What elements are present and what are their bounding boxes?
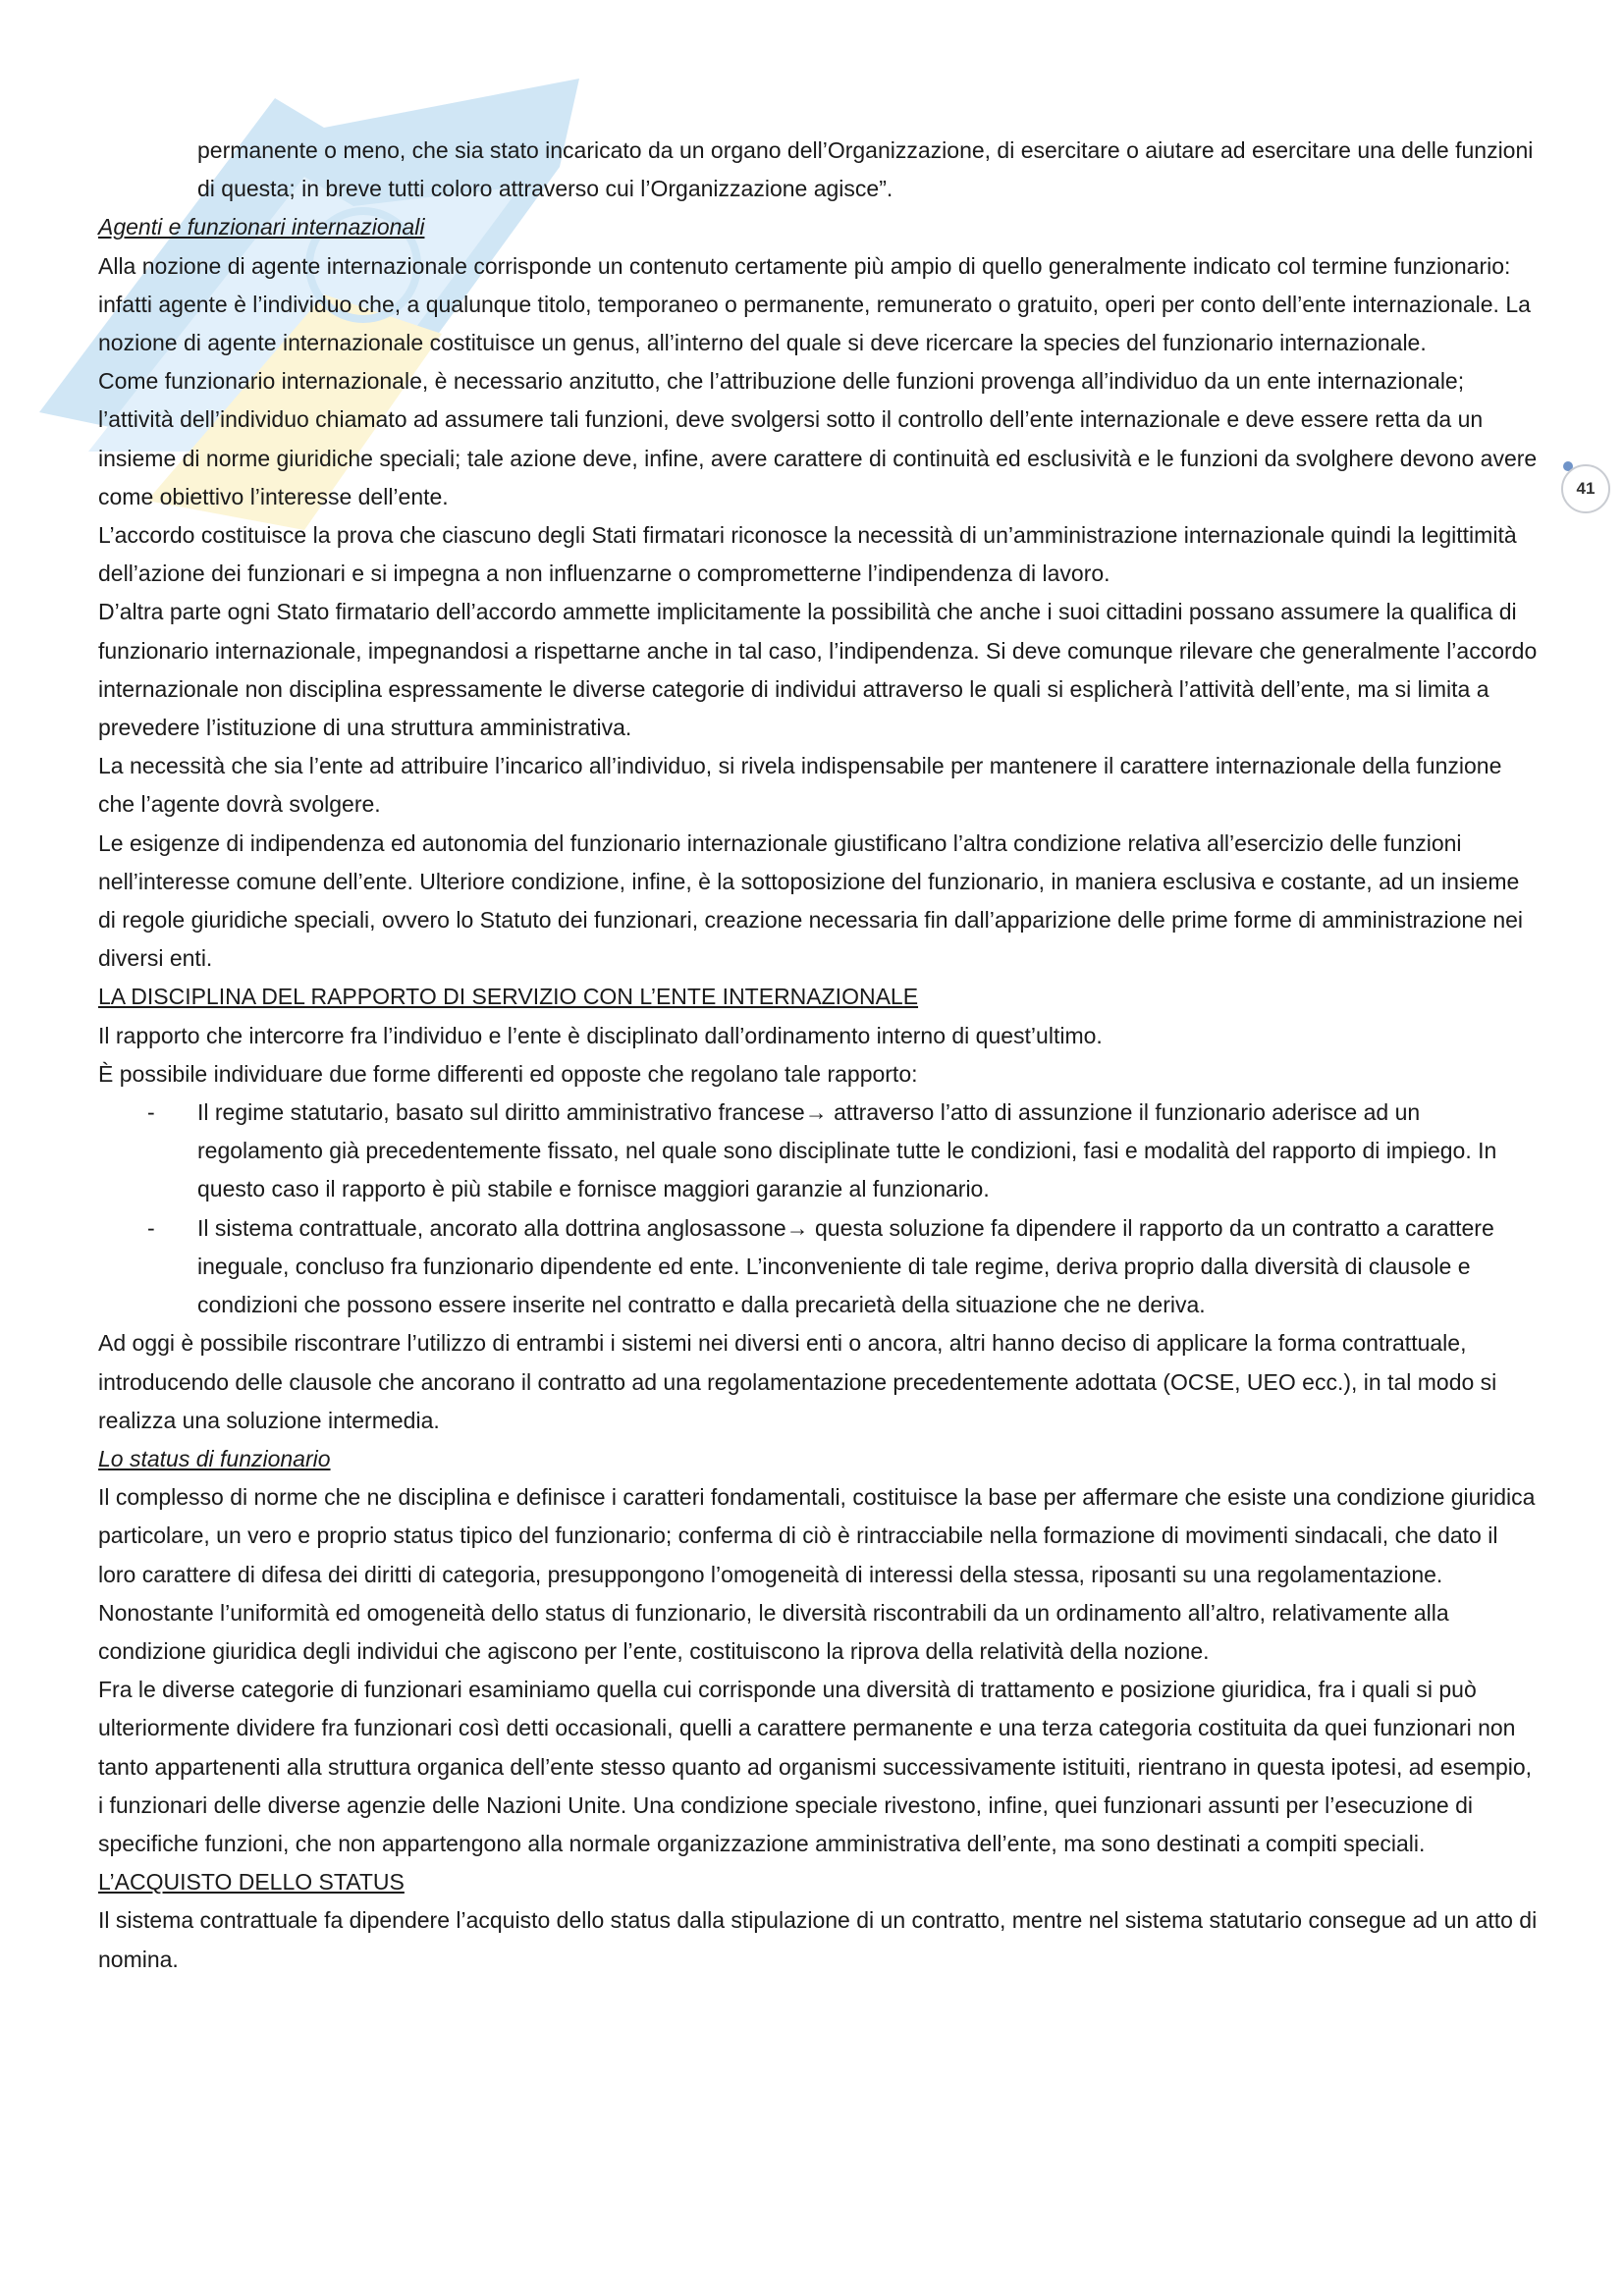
paragraph: L’accordo costituisce la prova che ciascuno degli Stati firmatari riconosce la necessità di un’amministrazione internazionale quindi la legittimità dell’azione dei funzionari e si impegna a non influenzarne o comprometterne l’indipendenza di lavoro. bbox=[98, 522, 1517, 587]
list-item-text: Il sistema contrattuale, ancorato alla dottrina anglosassone→ questa soluzione fa dipendere il rapporto da un contratto a carattere ineguale, concluso fra funzionario dipendente ed ente. L’inconveniente di tale regime, deriva proprio dalla diversità di clausole e condizioni che possono essere inserite nel contratto e dalla precarietà della situazione che ne deriva. bbox=[197, 1214, 1494, 1318]
section-heading: L’ACQUISTO DELLO STATUS bbox=[98, 1869, 405, 1896]
paragraph: È possibile individuare due forme differenti ed opposte che regolano tale rapporto: bbox=[98, 1060, 918, 1087]
document-body bbox=[98, 132, 1542, 1979]
paragraph: Come funzionario internazionale, è necessario anzitutto, che l’attribuzione delle funzioni provenga all’individuo da un ente internazionale; l’attività dell’individuo chiamato ad assumere tali funzioni, deve svolgersi sotto il controllo dell’ente internazionale e deve essere retta da un insieme di norme giuridiche speciali; tale azione deve, infine, avere carattere di continuità ed esclusività e le funzioni da svolghere devono avere come obiettivo l’interesse dell’ente. bbox=[98, 368, 1538, 509]
paragraph: Il complesso di norme che ne disciplina e definisce i caratteri fondamentali, costituisce la base per affermare che esiste una condizione giuridica particolare, un vero e proprio status tipico del funzionario; conferma di ciò è rintracciabile nella formazione di movimenti sindacali, che dato il loro carattere di difesa dei diritti di categoria, presuppongono l’omogeneità di interessi della stessa, riposanti su una regolamentazione. bbox=[98, 1484, 1536, 1587]
paragraph: Ad oggi è possibile riscontrare l’utilizzo di entrambi i sistemi nei diversi enti o ancora, altri hanno deciso di applicare la forma contrattuale, introducendo delle clausole che ancorano il contratto ad una regolamentazione precedentemente adottata (OCSE, UEO ecc.), in tal modo si realizza una soluzione intermedia. bbox=[98, 1330, 1497, 1433]
paragraph: Il rapporto che intercorre fra l’individuo e l’ente è disciplinato dall’ordinamento interno di quest’ultimo. bbox=[98, 1022, 1103, 1048]
paragraph: Fra le diverse categorie di funzionari esaminiamo quella cui corrisponde una diversità di trattamento e posizione giuridica, fra i quali si può ulteriormente dividere fra funzionari così detti occasionali, quelli a carattere permanente e una terza categoria costituita da quei funzionari non tanto appartenenti alla struttura organica dell’ente stesso quanto ad organismi successivamente istituiti, rientrano in questa ipotesi, ad esempio, i funzionari delle diverse agenzie delle Nazioni Unite. Una condizione speciale rivestono, infine, quei funzionari assunti per l’esecuzione di specifiche funzioni, che non appartengono alla normale organizzazione amministrativa dell’ente, ma sono destinati a compiti speciali. bbox=[98, 1677, 1533, 1856]
section-heading: Agenti e funzionari internazionali bbox=[98, 214, 425, 240]
list-item-text: Il regime statutario, basato sul diritto amministrativo francese→ attraverso l’atto di assunzione il funzionario aderisce ad un regolamento già precedentemente fissato, nel quale sono disciplinate tutte le condizioni, fasi e modalità del rapporto di impiego. In questo caso il rapporto è più stabile e fornisce maggiori garanzie al funzionario. bbox=[197, 1099, 1497, 1202]
paragraph: Le esigenze di indipendenza ed autonomia del funzionario internazionale giustificano l’altra condizione relativa all’esercizio delle funzioni nell’interesse comune dell’ente. Ulteriore condizione, infine, è la sottoposizione del funzionario, in maniera esclusiva e costante, ad un insieme di regole giuridiche speciali, ovvero lo Statuto dei funzionari, creazione necessaria fin dall’apparizione delle prime forme di amministrazione nei diversi enti. bbox=[98, 829, 1524, 972]
paragraph: La necessità che sia l’ente ad attribuire l’incarico all’individuo, si rivela indispensabile per mantenere il carattere internazionale della funzione che l’agente dovrà svolgere. bbox=[98, 753, 1502, 818]
paragraph: permanente o meno, che sia stato incaricato da un organo dell’Organizzazione, di esercitare o aiutare ad esercitare una delle funzioni di questa; in breve tutti coloro attraverso cui l’Organizzazione agisce”. bbox=[197, 137, 1534, 202]
page-number: 41 bbox=[1561, 464, 1610, 513]
section-heading: LA DISCIPLINA DEL RAPPORTO DI SERVIZIO CON L’ENTE INTERNAZIONALE bbox=[98, 984, 919, 1010]
list-item bbox=[98, 1094, 1542, 1209]
section-heading: Lo status di funzionario bbox=[98, 1445, 331, 1471]
paragraph: Il sistema contrattuale fa dipendere l’acquisto dello status dalla stipulazione di un contratto, mentre nel sistema statutario consegue ad un atto di nomina. bbox=[98, 1907, 1538, 1972]
list-dash: - bbox=[147, 1214, 155, 1241]
list-dash: - bbox=[147, 1099, 155, 1126]
paragraph: Alla nozione di agente internazionale corrisponde un contenuto certamente più ampio di quello generalmente indicato col termine funzionario: infatti agente è l’individuo che, a qualunque titolo, temporaneo o permanente, remunerato o gratuito, operi per conto dell’ente internazionale. La nozione di agente internazionale costituisce un genus, all’interno del quale si deve ricercare la species del funzionario internazionale. bbox=[98, 252, 1531, 356]
paragraph: Nonostante l’uniformità ed omogeneità dello status di funzionario, le diversità riscontrabili da un ordinamento all’altro, relativamente alla condizione giuridica degli individui che agiscono per l’ente, costituiscono la riprova della relatività della nozione. bbox=[98, 1599, 1449, 1664]
list-item bbox=[98, 1209, 1542, 1325]
bullet-list bbox=[98, 1094, 1542, 1324]
paragraph: D’altra parte ogni Stato firmatario dell’accordo ammette implicitamente la possibilità che anche i suoi cittadini possano assumere la qualifica di funzionario internazionale, impegnandosi a rispettarne anche in tal caso, l’indipendenza. Si deve comunque rilevare che generalmente l’accordo internazionale non disciplina espressamente le diverse categorie di individui attraverso le quali si esplicherà l’attività dell’ente, ma si limita a prevedere l’istituzione di una struttura amministrativa. bbox=[98, 599, 1538, 741]
